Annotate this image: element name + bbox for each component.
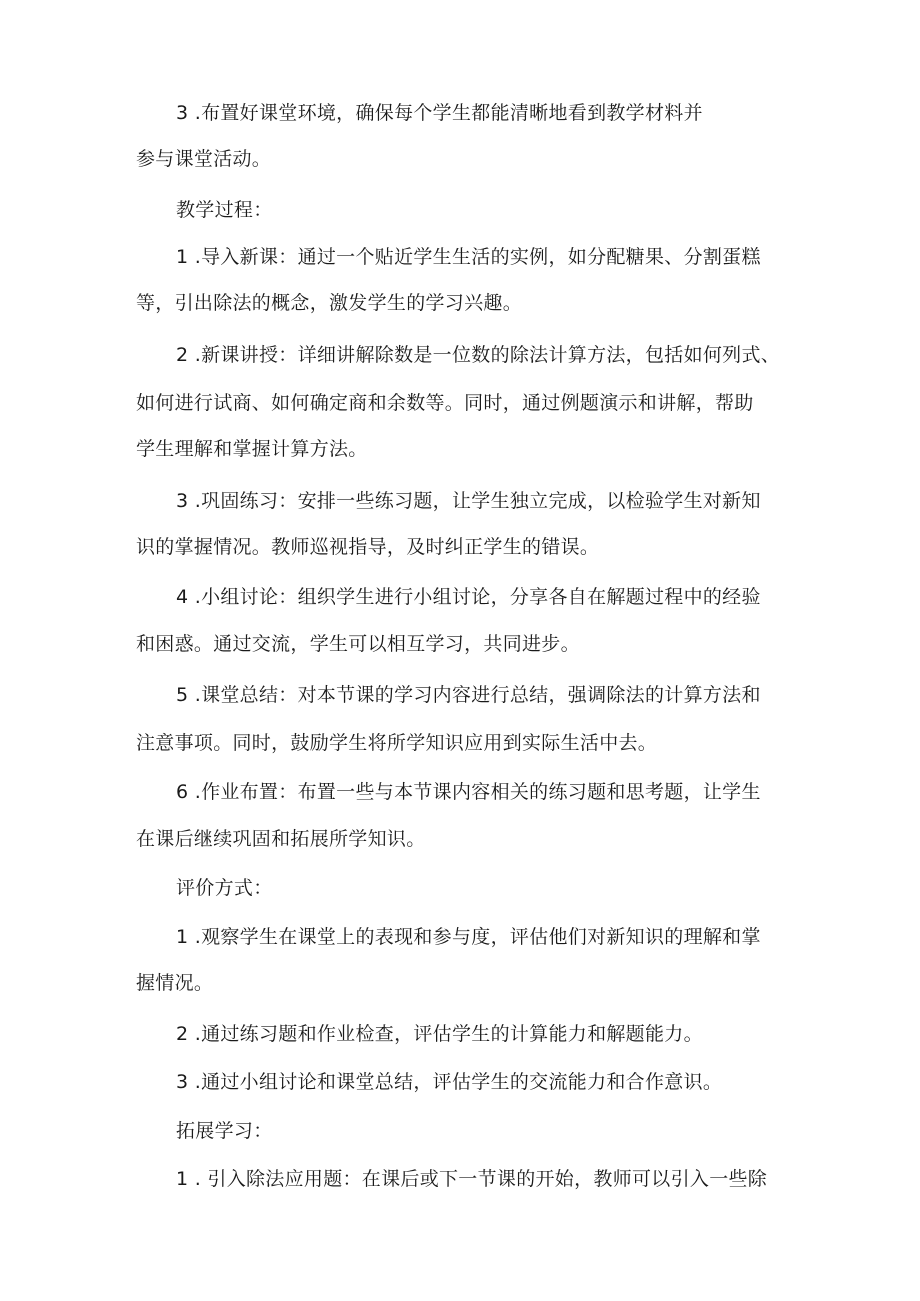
paragraph-line: 2 .通过练习题和作业检查，评估学生的计算能力和解题能力。 [176,1023,703,1045]
section-heading: 拓展学习： [176,1120,273,1142]
paragraph-line: 1 .观察学生在课堂上的表现和参与度，评估他们对新知识的理解和掌 [176,926,761,948]
paragraph-line: 如何进行试商、如何确定商和余数等。同时，通过例题演示和讲解，帮助 [136,392,754,414]
paragraph-line: 等，引出除法的概念，激发学生的学习兴趣。 [136,292,523,314]
paragraph-line: 参与课堂活动。 [136,148,272,170]
paragraph-line: 注意事项。同时，鼓励学生将所学知识应用到实际生活中去。 [136,732,658,754]
paragraph-line: 3 .布置好课堂环境，确保每个学生都能清晰地看到教学材料并 [176,102,703,124]
paragraph-line: 4 .小组讨论：组织学生进行小组讨论，分享各自在解题过程中的经验 [176,586,761,608]
paragraph-line: 1 . 引入除法应用题：在课后或下一节课的开始，教师可以引入一些除 [176,1168,768,1190]
paragraph-line: 3 .通过小组讨论和课堂总结，评估学生的交流能力和合作意识。 [176,1071,723,1093]
section-heading: 评价方式： [176,877,273,899]
paragraph-line: 5 .课堂总结：对本节课的学习内容进行总结，强调除法的计算方法和 [176,684,761,706]
paragraph-line: 2 .新课讲授：详细讲解除数是一位数的除法计算方法，包括如何列式、 [176,344,781,366]
paragraph-line: 6 .作业布置：布置一些与本节课内容相关的练习题和思考题，让学生 [176,781,761,803]
paragraph-line: 3 .巩固练习：安排一些练习题，让学生独立完成，以检验学生对新知 [176,490,761,512]
paragraph-line: 在课后继续巩固和拓展所学知识。 [136,828,426,850]
paragraph-line: 和困惑。通过交流，学生可以相互学习，共同进步。 [136,633,580,655]
section-heading: 教学过程： [176,199,273,221]
paragraph-line: 1 .导入新课：通过一个贴近学生生活的实例，如分配糖果、分割蛋糕 [176,246,761,268]
paragraph-line: 识的掌握情况。教师巡视指导，及时纠正学生的错误。 [136,536,600,558]
paragraph-line: 学生理解和掌握计算方法。 [136,438,368,460]
paragraph-line: 握情况。 [136,972,214,994]
